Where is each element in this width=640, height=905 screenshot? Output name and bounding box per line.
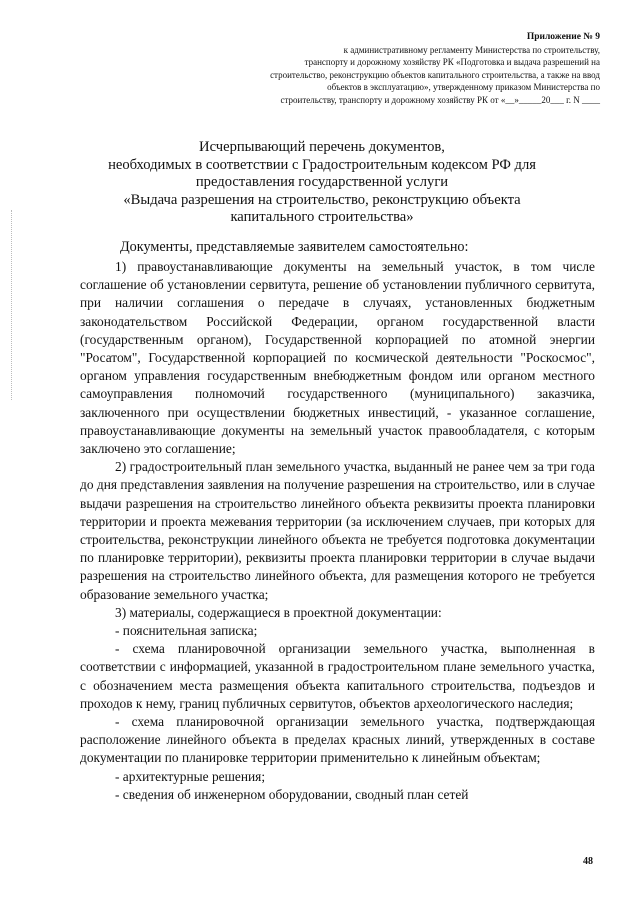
appendix-label: Приложение № 9 — [526, 32, 600, 42]
list-item: - схема планировочной организации земельного участка, подтверждающая расположение линейного объекта в пределах красных линий, утвержденных в составе документации по планировке территории применительно к линейным объектам; — [80, 714, 595, 766]
scan-margin-mark — [11, 210, 13, 400]
paragraph-item-1: 1) правоустанавливающие документы на земельный участок, в том числе соглашение об установлении сервитута, решение об установлении публичного сервитута, при наличии соглашения о передаче в случаях, установленных бюджетным законодательством Российской Федерации, органом государственной власти (государственным органом), Государственной корпорацией по атомной энергии "Росатом", Государственной корпорацией по космической деятельности "Роскосмос", органом управления государственным внебюджетным фондом или органом местного самоуправления полномочий государственного (муниципального) заказчика, заключенного при осуществлении бюджетных инвестиций, - указанное соглашение, правоустанавливающие документы на земельный участок правообладателя, с которым заключено это соглашение; — [80, 259, 595, 457]
list-item: - сведения об инженерном оборудовании, сводный план сетей — [115, 786, 469, 802]
title-line: необходимых в соответствии с Градостроительным кодексом РФ для — [108, 156, 536, 173]
paragraph-item-3: 3) материалы, содержащиеся в проектной документации: — [115, 604, 442, 620]
list-item: - архитектурные решения; — [115, 768, 266, 784]
title-line: «Выдача разрешения на строительство, реконструкцию объекта — [123, 191, 521, 208]
title-line: предоставления государственной услуги — [195, 174, 449, 190]
paragraph-item-2: 2) градостроительный план земельного участка, выданный не ранее чем за три года до дня представления заявления на получение разрешения на строительство, или в случае выдачи разрешения на строительство линейного объекта реквизиты проекта планировки территории и проекта межевания территории (за исключением случаев, при которых для строительства, реконструкции линейного объекта не требуется подготовка документации по планировке территории), реквизиты проекта планировки территории в случае выдачи разрешения на строительство линейного объекта, для размещения которого не требуется образование земельного участка; — [80, 459, 595, 602]
document-title — [92, 139, 552, 227]
list-item: - пояснительная записка; — [115, 623, 258, 639]
appendix-header — [270, 31, 600, 107]
list-item: - схема планировочной организации земельного участка, выполненная в соответствии с информацией, указанной в градостроительном плане земельного участка, с обозначением места размещения объекта капитального строительства, подъездов и проходов к нему, границ публичных сервитутов, объектов археологического наследия; — [80, 641, 595, 711]
header-line: к административному регламенту Министерства по строительству, — [343, 44, 600, 55]
page-number: 48 — [583, 856, 593, 867]
title-line: Исчерпывающий перечень документов, — [199, 139, 445, 155]
header-line: объектов в эксплуатацию», утвержденному приказом Министерства по — [327, 82, 600, 93]
header-line: транспорту и дорожному хозяйству РК «Подготовка и выдача разрешений на — [304, 57, 600, 68]
header-line: строительству, транспорту и дорожному хозяйству РК от «__»_____20___ г. N ____ — [280, 94, 600, 105]
header-line: строительство, реконструкцию объектов капитального строительства, а также на ввод — [270, 69, 600, 80]
section-heading: Документы, представляемые заявителем самостоятельно: — [120, 239, 469, 255]
document-body — [80, 258, 595, 804]
title-line: капитального строительства» — [230, 209, 414, 225]
